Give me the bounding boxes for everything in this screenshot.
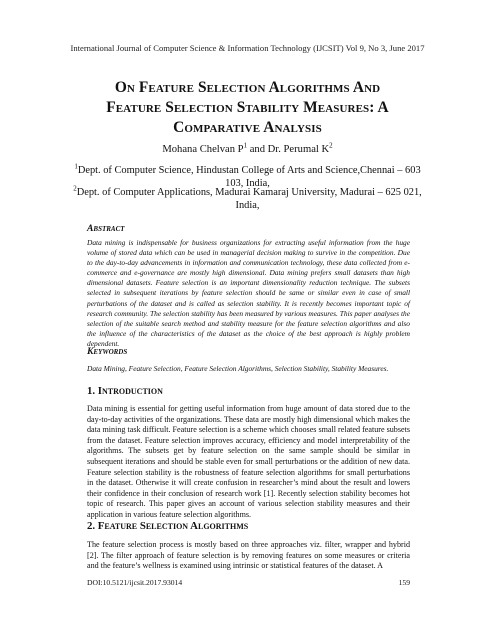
affiliation-2 xyxy=(70,184,425,212)
section-1-number: 1. xyxy=(87,385,98,397)
section-2-number: 2. xyxy=(87,520,98,532)
author-2-superscript: 2 xyxy=(329,141,333,150)
keywords-heading: Keywords xyxy=(87,346,128,357)
section-2-heading xyxy=(87,520,248,533)
title-line-1: On Feature Selection Algorithms And xyxy=(114,79,381,96)
abstract-text: Data mining is indispensable for business organizations for extracting useful information from the huge volume of stored data which can be used in managerial decision making to survive in the competition. Due to the day-to-day advancements in information and communication technology, these data collected from e-commerce and e-governance are mostly high dimensional. Data mining prefers small datasets than high dimensional datasets. Feature selection is an important dimensionality reduction technique. The subsets selected in subsequent iterations by feature selection should be same or similar even in case of small perturbations of the dataset and is called as selection stability. It is recently becomes important topic of research community. The selection stability has been measured by various measures. This paper analyses the selection of the suitable search method and stability measure for the feature selection algorithms and also the influence of the characteristics of the dataset as the choice of the best approach is highly problem dependent. xyxy=(87,238,410,348)
section-1-text: Data mining is essential for getting useful information from huge amount of data stored due to the day-to-day activities of the organizations. These data are mostly high dimensional which makes the data mining task difficult. Feature selection is a scheme which chooses small related feature subsets from the dataset. Feature selection improves accuracy, efficiency and model interpretability of the algorithms. The subsets get by feature selection on the same sample should be similar in subsequent iterations and should be stable even for small perturbations or the addition of new data. Feature selection stability is the robustness of feature selection algorithms for small perturbations in the dataset. Otherwise it will create confusion in researcher’s mind about the result and lowers their confidence in their conclusion of research work [1]. Recently selection stability becomes hot topic of research. This paper gives an account of various selection stability measures and their application in various feature selection algorithms. xyxy=(87,404,410,519)
paper-title xyxy=(60,78,435,138)
affiliation-1-superscript: 1 xyxy=(74,162,78,171)
author-line xyxy=(0,143,495,156)
section-2-text: The feature selection process is mostly based on three approaches viz. filter, wrapper and hybrid [2]. The filter approach of feature selection is by removing features on some measures or criteria and the feature’s wellness is examined using intrinsic or statistical features of the dataset. A xyxy=(87,540,410,571)
author-1-name: Mohana Chelvan P xyxy=(162,144,244,155)
section-1-title: Introduction xyxy=(97,385,163,397)
title-line-3: Comparative Analysis xyxy=(173,119,322,136)
section-1-heading xyxy=(87,385,163,398)
author-1-superscript: 1 xyxy=(243,141,248,150)
affiliation-1-text: Dept. of Computer Science, Hindustan College of Arts and Science,Chennai – 603 103, India, xyxy=(77,165,421,189)
footer-doi: DOI:10.5121/ijcsit.2017.93014 xyxy=(87,578,183,587)
section-2-title: Feature Selection Algorithms xyxy=(97,520,249,532)
affiliation-2-superscript: 2 xyxy=(73,184,77,193)
title-line-2: Feature Selection Stability Measures: A xyxy=(106,99,389,116)
abstract-heading: Abstract xyxy=(87,223,125,234)
footer-page-number: 159 xyxy=(398,578,410,587)
keywords-text: Data Mining, Feature Selection, Feature Selection Algorithms, Selection Stability, Stability Measures. xyxy=(87,364,389,373)
affiliation-2-text: Dept. of Computer Applications, Madurai Kamaraj University, Madurai – 625 021, India, xyxy=(76,187,422,211)
journal-header: International Journal of Computer Science & Information Technology (IJCSIT) Vol 9, No 3, June 2017 xyxy=(70,43,425,53)
author-2-name: and Dr. Perumal K xyxy=(247,144,330,155)
